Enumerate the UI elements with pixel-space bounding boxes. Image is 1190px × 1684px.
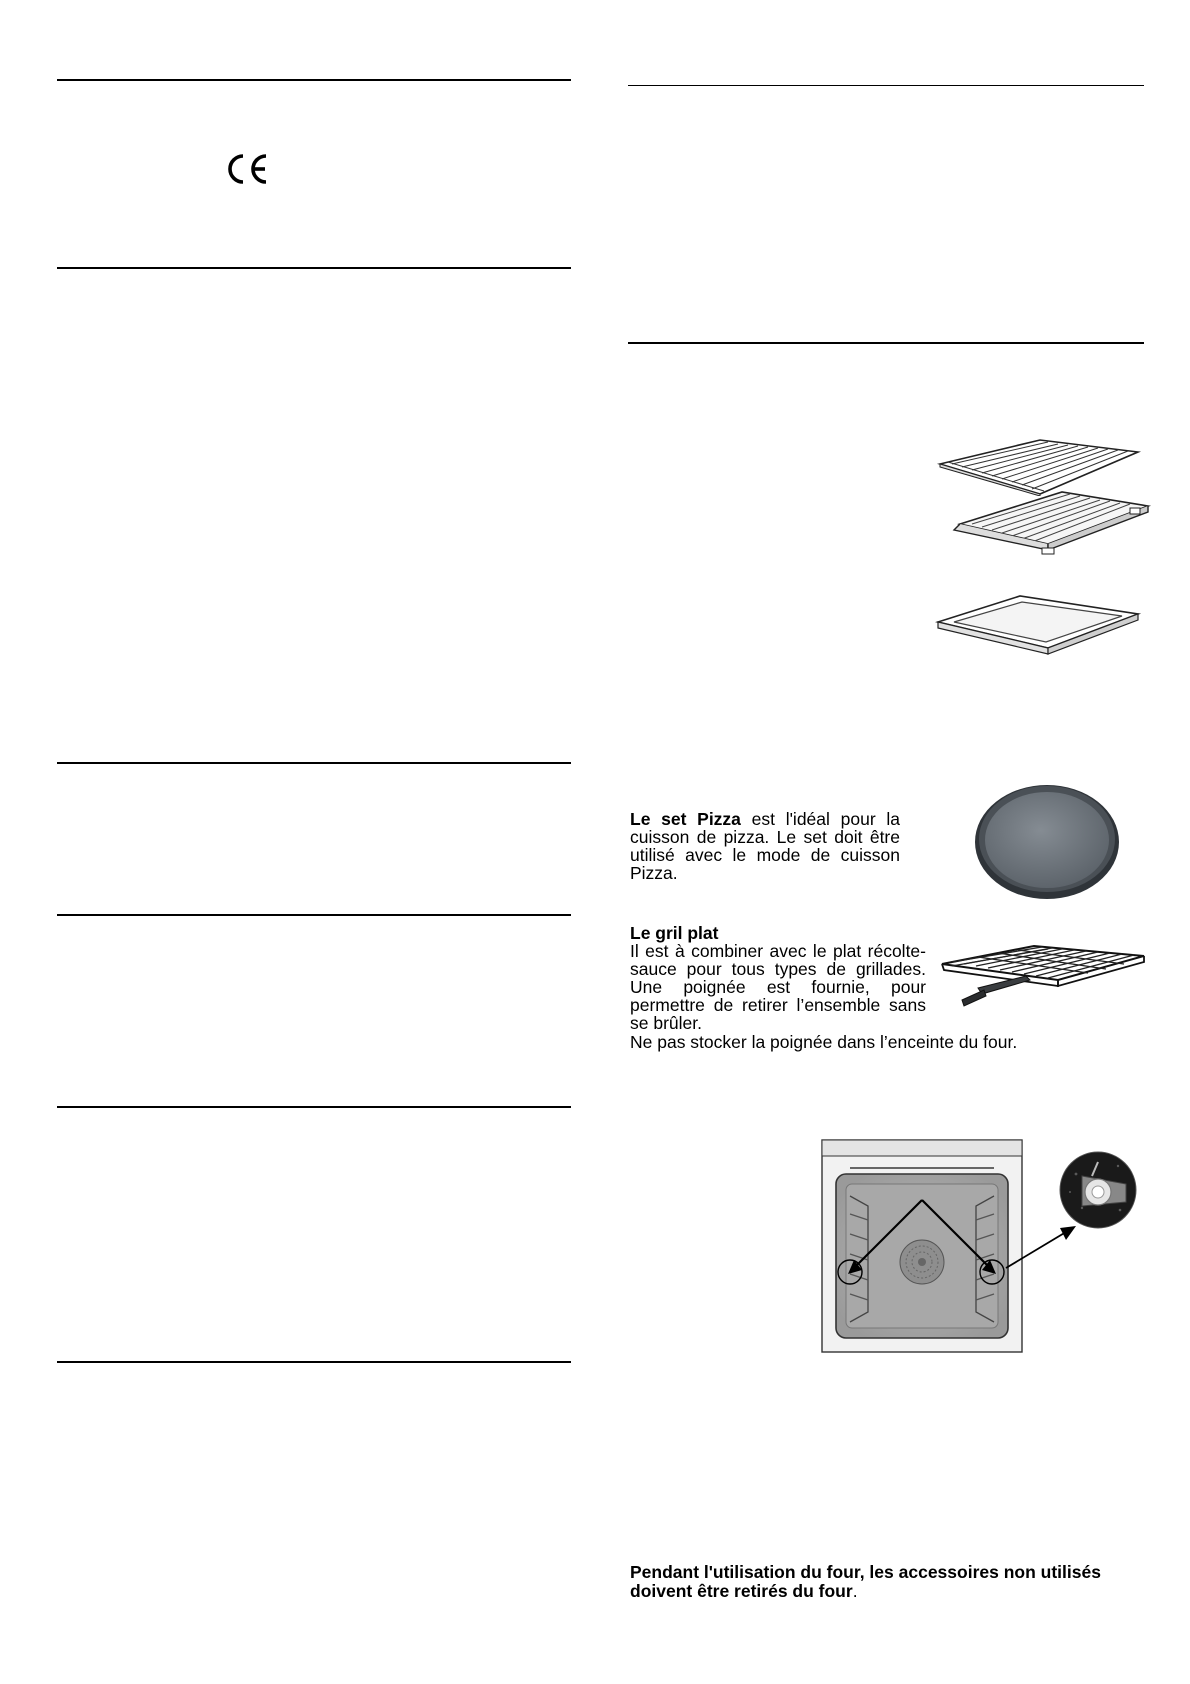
section-divider-left-3 <box>57 762 571 764</box>
section-divider-right-2 <box>628 342 1144 344</box>
drip-tray-illustration <box>950 486 1152 558</box>
accessories-warning <box>630 1563 1130 1601</box>
ce-mark-logo <box>224 152 270 186</box>
oven-interior-illustration <box>820 1136 1142 1356</box>
flat-grill-title: Le gril plat <box>630 923 719 943</box>
warning-period: . <box>852 1581 858 1601</box>
warning-text: Pendant l'utilisation du four, les accessoires non utilisés doivent être retirés du four <box>630 1562 1101 1601</box>
pizza-set-title: Le set Pizza <box>630 809 741 829</box>
pizza-pan-illustration <box>972 778 1122 900</box>
section-divider-left-4 <box>57 914 571 916</box>
pizza-set-description <box>630 810 900 882</box>
section-divider-left-6 <box>57 1361 571 1363</box>
section-divider-left-2 <box>57 267 571 269</box>
pizza-set-text: est l'idéal pour la cuisson de pizza. Le set doit être utilisé avec le mode de cuisson Pizza. <box>630 809 900 883</box>
section-divider-left-1 <box>57 79 571 81</box>
section-divider-right-1 <box>628 85 1144 86</box>
flat-grill-note: Ne pas stocker la poignée dans l’enceinte du four. <box>630 1032 1018 1052</box>
baking-tray-illustration <box>934 592 1142 658</box>
section-divider-left-5 <box>57 1106 571 1108</box>
flat-grill-description <box>630 924 926 1032</box>
flat-grill-text: Il est à combiner avec le plat récolte-sauce pour tous types de grillades. Une poignée est fournie, pour permettre de retirer l’ensemble sans se brûler. <box>630 941 926 1033</box>
flat-grill-illustration <box>938 940 1148 1012</box>
